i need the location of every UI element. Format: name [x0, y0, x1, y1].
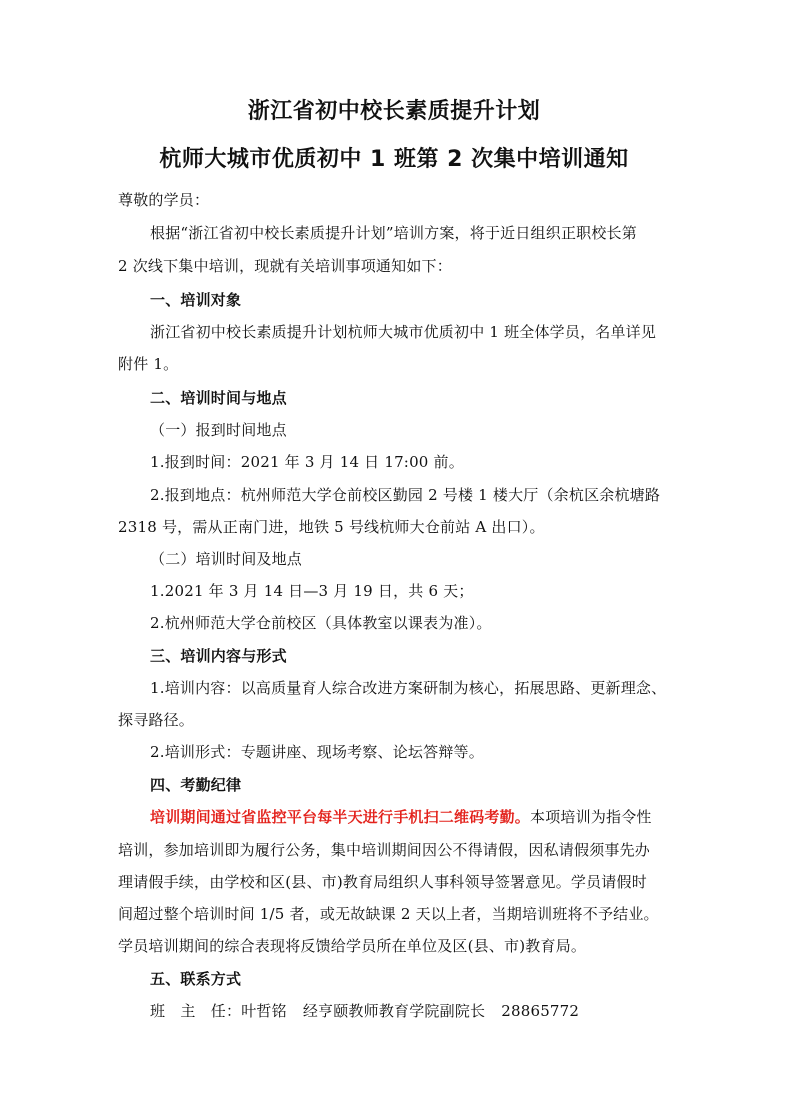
section-2-heading: 二、培训时间与地点	[150, 389, 287, 407]
section-2-sub-1: （一）报到时间地点	[150, 421, 287, 439]
section-1-line-1: 浙江省初中校长素质提升计划杭师大城市优质初中 1 班全体学员，名单详见	[150, 323, 657, 341]
salutation: 尊敬的学员：	[118, 191, 210, 209]
doc-title-line-2: 杭师大城市优质初中 1 班第 2 次集中培训通知	[159, 147, 629, 172]
contact-title: 经亨颐教师教育学院副院长	[302, 1002, 486, 1020]
section-3-item-2: 2.培训形式：专题讲座、现场考察、论坛答辩等。	[150, 743, 484, 761]
section-4-line-1-rest: 本项培训为指令性	[530, 808, 652, 826]
intro-line-1: 根据“浙江省初中校长素质提升计划”培训方案，将于近日组织正职校长第	[150, 224, 637, 242]
contact-line	[150, 1001, 579, 1021]
section-3-item-1-line-1: 1.培训内容：以高质量育人综合改进方案研制为核心，拓展思路、更新理念、	[150, 679, 667, 697]
section-3-heading: 三、培训内容与形式	[150, 647, 287, 665]
section-4-line-5: 学员培训期间的综合表现将反馈给学员所在单位及区(县、市)教育局。	[118, 937, 587, 955]
section-2-item-4: 2.杭州师范大学仓前校区（具体教室以课表为准）。	[150, 614, 492, 632]
section-4-line-3: 理请假手续，由学校和区(县、市)教育局组织人事科领导签署意见。学员请假时	[118, 873, 647, 891]
contact-phone: 28865772	[501, 1002, 580, 1020]
section-4-line-4: 间超过整个培训时间 1/5 者，或无故缺课 2 天以上者，当期培训班将不予结业。	[118, 905, 659, 923]
section-2-item-3: 1.2021 年 3 月 14 日—3 月 19 日，共 6 天；	[150, 582, 474, 600]
section-2-sub-2: （二）培训时间及地点	[150, 550, 303, 568]
contact-name: 叶哲铭	[241, 1002, 287, 1020]
section-4-line-1	[150, 807, 652, 827]
section-2-item-1: 1.报到时间：2021 年 3 月 14 日 17:00 前。	[150, 453, 464, 471]
section-1-heading: 一、培训对象	[150, 291, 242, 309]
section-1-line-2: 附件 1。	[118, 355, 179, 373]
contact-label: 班 主 任：	[150, 1002, 242, 1020]
section-4-line-2: 培训，参加培训即为履行公务，集中培训期间因公不得请假，因私请假须事先办	[118, 841, 651, 859]
attendance-highlight: 培训期间通过省监控平台每半天进行手机扫二维码考勤。	[150, 808, 531, 826]
doc-title-line-1: 浙江省初中校长素质提升计划	[247, 99, 541, 124]
section-4-heading: 四、考勤纪律	[150, 776, 242, 794]
section-5-heading: 五、联系方式	[150, 970, 242, 988]
intro-line-2: 2 次线下集中培训，现就有关培训事项通知如下：	[118, 257, 452, 275]
section-3-item-1-line-2: 探寻路径。	[118, 711, 195, 729]
section-2-item-2-line-1: 2.报到地点：杭州师范大学仓前校区勤园 2 号楼 1 楼大厅（余杭区余杭塘路	[150, 486, 661, 504]
section-2-item-2-line-2: 2318 号，需从正南门进，地铁 5 号线杭师大仓前站 A 出口）。	[118, 518, 545, 536]
